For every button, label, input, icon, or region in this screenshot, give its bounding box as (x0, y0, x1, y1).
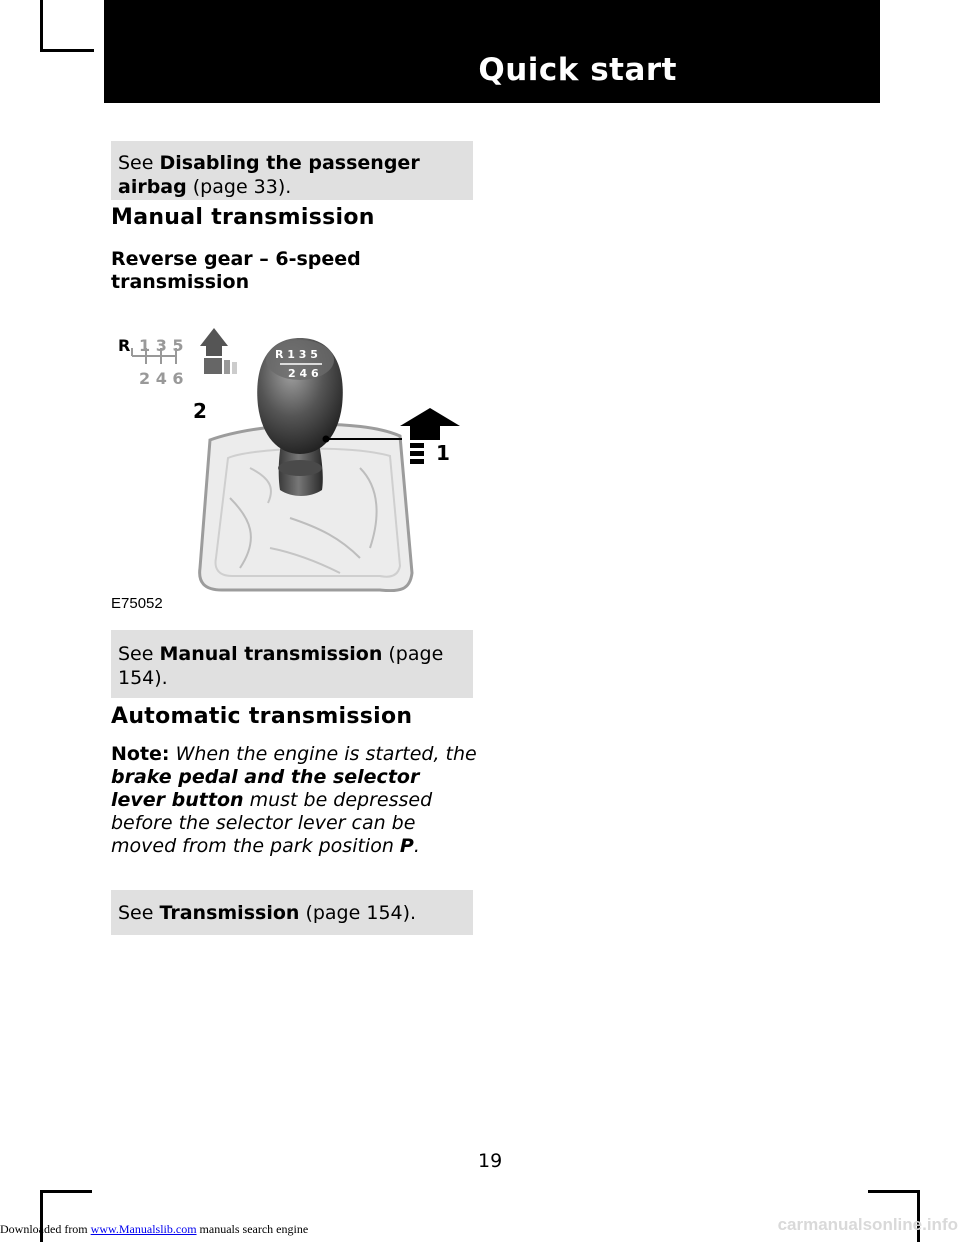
footer-suffix: manuals search engine (196, 1222, 309, 1236)
footer-link[interactable]: www.Manualslib.com (90, 1222, 197, 1236)
callout-label-2: 2 (193, 399, 207, 423)
see-text: See (118, 902, 160, 924)
section-heading-manual: Manual transmission (111, 205, 375, 230)
crop-mark (40, 49, 94, 52)
crop-mark (868, 1190, 920, 1193)
note-bold-1: brake pedal and the selector lever button (111, 766, 420, 811)
note-bold-2: P (399, 835, 414, 857)
arrow-up-icon (200, 328, 237, 374)
callout-label-1: 1 (436, 441, 450, 465)
knob-bottom-gears: 2 4 6 (288, 367, 319, 380)
page-reference: (page 154). (118, 643, 444, 689)
page-reference: (page 33). (186, 176, 292, 198)
note-paragraph (111, 743, 479, 858)
cross-reference-link[interactable]: Disabling the passenger airbag (118, 152, 420, 198)
pattern-top-gears: 1 3 5 (139, 336, 184, 355)
knob-top-gears: R 1 3 5 (275, 348, 318, 361)
shift-pattern-diagram (118, 336, 184, 388)
see-text: See (118, 152, 160, 174)
footer-prefix: Downloaded from (0, 1222, 91, 1236)
note-label: Note: (111, 743, 170, 765)
cross-reference-link[interactable]: Manual transmission (159, 643, 383, 665)
page-number: 19 (478, 1150, 503, 1172)
see-also-box-airbag (111, 141, 473, 200)
gear-lever-illustration (110, 318, 474, 594)
note-text-2: must be depressed before the selector lever can be moved from the park position (111, 789, 433, 857)
download-footer (0, 1222, 308, 1237)
figure-code: E75052 (111, 595, 163, 612)
subheading-reverse-gear: Reverse gear – 6-speed transmission (111, 248, 361, 293)
page-reference: (page 154). (299, 902, 417, 924)
note-text-3: . (413, 835, 420, 857)
arrow-up-icon (400, 408, 460, 464)
note-text-1: When the engine is started, the (169, 743, 477, 765)
see-text: See (118, 643, 160, 665)
gear-lever-figure (110, 318, 474, 594)
pattern-reverse: R (118, 336, 131, 355)
cross-reference-link[interactable]: Transmission (159, 902, 300, 924)
crop-mark (40, 1190, 92, 1193)
see-also-box-manual (111, 630, 473, 698)
watermark: carmanualsonline.info (777, 1215, 958, 1234)
pattern-bottom-gears: 2 4 6 (139, 369, 184, 388)
section-heading-automatic: Automatic transmission (111, 704, 413, 729)
see-also-box-transmission (111, 890, 473, 935)
crop-mark (40, 0, 43, 52)
page-title: Quick start (478, 52, 677, 88)
